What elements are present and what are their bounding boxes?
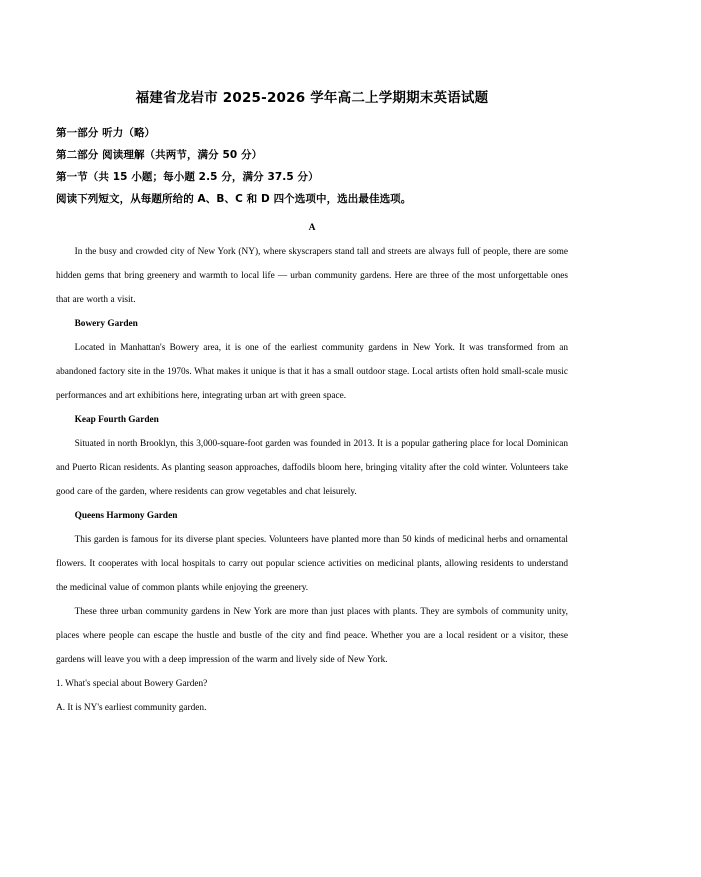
- garden-paragraph-queens-harmony: This garden is famous for its diverse plant species. Volunteers have planted more than 50 kinds of medicinal herbs and ornamental flowers. It cooperates with local hospitals to carry out popular science activities on medicinal plants, allowing residents to understand the medicinal value of common plants while enjoying the greenery.: [56, 535, 568, 594]
- garden-heading-bowery: Bowery Garden: [74, 319, 138, 330]
- passage-marker-a: A: [308, 223, 316, 234]
- page-title: 福建省龙岩市 2025-2026 学年高二上学期期末英语试题: [135, 90, 489, 106]
- section-instruction: 阅读下列短文，从每题所给的 A、B、C 和 D 四个选项中，选出最佳选项。: [56, 193, 412, 206]
- garden-paragraph-keap-fourth: Situated in north Brooklyn, this 3,000-square-foot garden was founded in 2013. It is a popular gathering place for local Dominican and Puerto Rican residents. As planting season approaches, daffodils bloom here, bringing vitality after the cold winter. Volunteers take good care of the garden, where residents can grow vegetables and chat leisurely.: [56, 439, 568, 498]
- garden-heading-queens-harmony: Queens Harmony Garden: [74, 511, 178, 522]
- question-1-prompt: 1. What's special about Bowery Garden?: [56, 679, 208, 690]
- section-heading-part-two: 第二部分 阅读理解（共两节，满分 50 分）: [56, 149, 263, 162]
- passage-intro-paragraph: In the busy and crowded city of New York (NY), where skyscrapers stand tall and streets are always full of people, there are some hidden gems that bring greenery and warmth to local life — urban community gardens. Here are three of the most unforgettable ones that are worth a visit.: [56, 247, 568, 306]
- garden-paragraph-bowery: Located in Manhattan's Bowery area, it is one of the earliest community gardens in New York. It was transformed from an abandoned factory site in the 1970s. What makes it unique is that it has a small outdoor stage. Local artists often hold small-scale music performances and art exhibitions here, integrating urban art with green space.: [56, 343, 568, 402]
- section-heading-part-one: 第一部分 听力（略）: [56, 127, 156, 140]
- question-1-option-a[interactable]: A. It is NY's earliest community garden.: [56, 703, 207, 714]
- document-content: [56, 88, 568, 720]
- section-heading-subsection-one: 第一节（共 15 小题；每小题 2.5 分，满分 37.5 分）: [56, 171, 319, 184]
- passage-conclusion-paragraph: These three urban community gardens in New York are more than just places with plants. They are symbols of community unity, places where people can escape the hustle and bustle of the city and find peace. Whether you are a local resident or a visitor, these gardens will leave you with a deep impression of the warm and lively side of New York.: [56, 607, 568, 666]
- garden-heading-keap-fourth: Keap Fourth Garden: [74, 415, 159, 426]
